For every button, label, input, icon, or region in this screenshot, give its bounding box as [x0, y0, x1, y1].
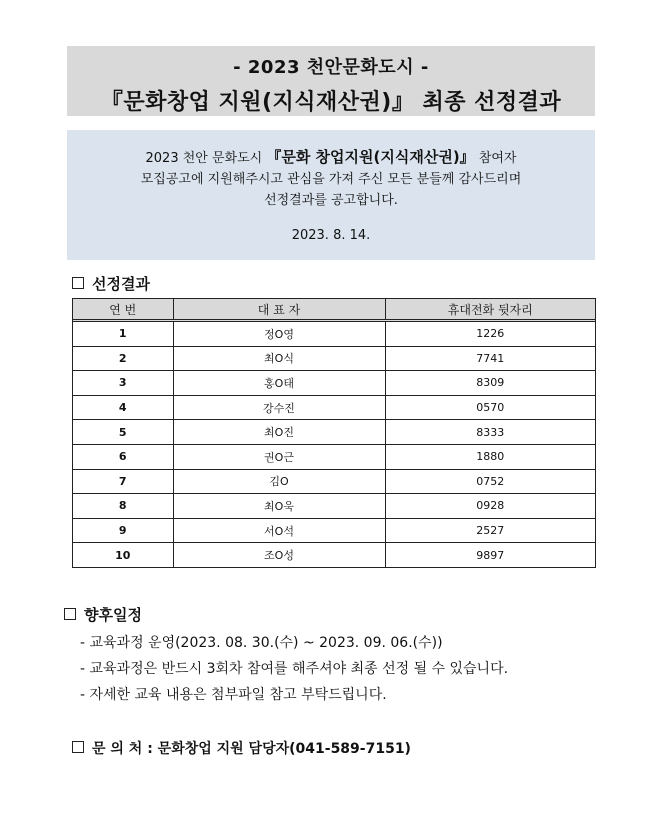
cell-name: 권O근 — [173, 444, 385, 469]
notice-line-1-pre: 2023 천안 문화도시 — [145, 151, 263, 166]
cell-no: 1 — [73, 321, 173, 347]
notice-line-1-post: 참여자 — [478, 151, 517, 166]
contact-info — [72, 738, 411, 758]
cell-no: 9 — [73, 518, 173, 543]
table-row — [73, 420, 595, 445]
table-row — [73, 444, 595, 469]
cell-name: 서O석 — [173, 518, 385, 543]
list-item: - 교육과정은 반드시 3회차 참여를 해주셔야 최종 선정 될 수 있습니다. — [80, 661, 509, 677]
column-header-name: 대 표 자 — [173, 299, 385, 321]
notice-date: 2023. 8. 14. — [291, 228, 371, 243]
checkbox-bullet-icon — [72, 277, 84, 289]
results-table — [73, 299, 595, 567]
cell-no: 10 — [73, 543, 173, 567]
cell-name: 정O영 — [173, 321, 385, 347]
column-header-no: 연 번 — [73, 299, 173, 321]
table-header-row — [73, 299, 595, 321]
cell-no: 7 — [73, 469, 173, 494]
cell-name: 조O성 — [173, 543, 385, 567]
cell-phone: 9897 — [476, 548, 505, 562]
cell-name: 홍O태 — [173, 371, 385, 396]
notice-line-3: 선정결과를 공고합니다. — [264, 193, 398, 208]
table-row — [73, 494, 595, 519]
title-subtitle: - 2023 천안문화도시 - — [233, 57, 429, 78]
cell-phone: 8309 — [385, 371, 595, 396]
title-banner — [67, 46, 595, 116]
column-header-phone: 휴대전화 뒷자리 — [385, 299, 595, 321]
cell-no: 2 — [73, 346, 173, 371]
results-heading — [72, 273, 150, 294]
cell-name: 최O진 — [173, 420, 385, 445]
notice-program-name: 『문화 창업지원(지식재산권)』 — [266, 148, 475, 166]
cell-phone: 1880 — [385, 444, 595, 469]
results-heading-label: 선정결과 — [92, 275, 150, 293]
cell-no: 6 — [73, 444, 173, 469]
cell-no: 8 — [73, 494, 173, 519]
cell-phone: 0928 — [385, 494, 595, 519]
cell-phone: 7741 — [385, 346, 595, 371]
checkbox-bullet-icon — [64, 608, 76, 620]
schedule-heading — [64, 604, 142, 625]
schedule-list — [80, 630, 508, 708]
table-row — [73, 543, 595, 567]
cell-phone: 1226 — [385, 321, 595, 347]
table-row — [73, 371, 595, 396]
cell-phone: 2527 — [385, 518, 595, 543]
cell-name: 최O식 — [173, 346, 385, 371]
cell-no: 4 — [73, 395, 173, 420]
cell-phone: 8333 — [385, 420, 595, 445]
page-title: 『문화창업 지원(지식재산권)』 최종 선정결과 — [100, 90, 562, 115]
table-row — [73, 346, 595, 371]
table-row — [73, 469, 595, 494]
notice-box — [67, 130, 595, 260]
notice-line-1 — [67, 147, 595, 169]
table-row — [73, 321, 595, 347]
cell-no: 5 — [73, 420, 173, 445]
schedule-heading-label: 향후일정 — [84, 606, 142, 624]
cell-name: 강수진 — [173, 395, 385, 420]
table-row — [73, 518, 595, 543]
cell-name: 최O욱 — [173, 494, 385, 519]
list-item: - 교육과정 운영(2023. 08. 30.(수) ~ 2023. 09. 06.(수)) — [80, 635, 443, 651]
list-item: - 자세한 교육 내용은 첨부파일 참고 부탁드립니다. — [80, 687, 387, 703]
table-row — [73, 395, 595, 420]
cell-no: 3 — [73, 371, 173, 396]
cell-phone: 0752 — [385, 469, 595, 494]
cell-name: 김O — [173, 469, 385, 494]
notice-line-2: 모집공고에 지원해주시고 관심을 가져 주신 모든 분들께 감사드리며 — [140, 172, 522, 187]
contact-text: 문 의 처 : 문화창업 지원 담당자(041-589-7151) — [92, 741, 411, 757]
cell-phone: 0570 — [385, 395, 595, 420]
results-table-wrap — [72, 298, 596, 568]
checkbox-bullet-icon — [72, 741, 84, 753]
